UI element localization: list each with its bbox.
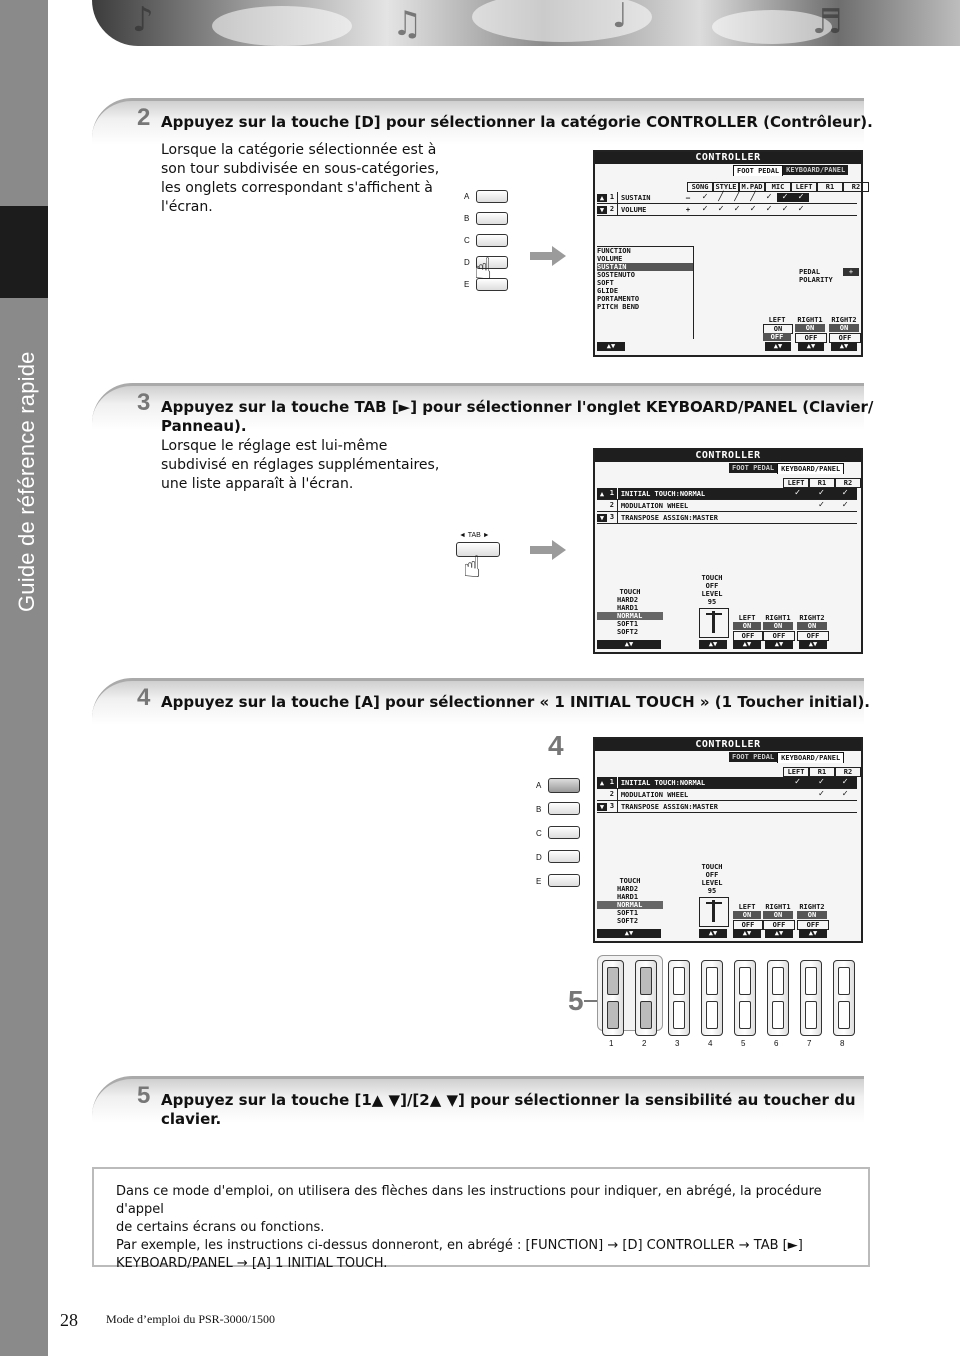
down-arrow-icon: ▼ xyxy=(597,514,607,522)
sidebar-title: Guide de référence rapide xyxy=(14,351,39,612)
tab-foot-pedal[interactable]: FOOT PEDAL xyxy=(729,752,777,762)
table-row[interactable]: ▼ 3 TRANSPOSE ASSIGN:MASTER xyxy=(597,512,857,524)
button-3[interactable] xyxy=(668,960,690,1036)
table-row[interactable]: ▲ 1 INITIAL TOUCH:NORMAL ✓ ✓ ✓ xyxy=(597,488,857,500)
button-b[interactable] xyxy=(476,212,508,225)
lcd-screen-controller-keyboard-panel: CONTROLLER FOOT PEDAL KEYBOARD/PANEL LEFT R1 R2 ▲ 1 INITIAL TOUCH:NORMAL ✓ ✓ ✓ 2 MODULATION WHEEL ✓ ✓ ▼ 3 TRANSPOSE ASSIGN:MASTER TOUCH HARD2 HARD1 NORMAL SOFT1 SOFT2 TOUCH OFF LEVEL 95 LEFT ON OFF RIGHT1 ON OFF RIGHT2 ON OFF ▲▼ ▲▼ ▲▼ ▲▼ ▲▼ xyxy=(593,448,863,654)
step-title: Appuyez sur la touche [A] pour sélectionner « 1 INITIAL TOUCH » (1 Toucher initial). xyxy=(161,693,870,711)
tab-foot-pedal[interactable]: FOOT PEDAL xyxy=(733,165,783,176)
step-number: 4 xyxy=(137,684,151,711)
up-arrow-icon: ▲ xyxy=(599,778,605,787)
tab-keyboard-panel[interactable]: KEYBOARD/PANEL xyxy=(777,752,844,763)
button-d[interactable] xyxy=(548,850,580,863)
tab-keyboard-panel[interactable]: KEYBOARD/PANEL xyxy=(777,463,844,474)
step-title-cont: Panneau). xyxy=(161,417,247,435)
side-buttons-panel: A B C D E xyxy=(534,776,584,890)
table-row[interactable]: ▲ 1 SUSTAIN – ✓ ╱ ╱ ╱ ✓ ✓ ✓ xyxy=(597,192,857,204)
arrow-icon xyxy=(530,540,566,560)
up-arrow-icon: ▲ xyxy=(599,489,605,498)
pressing-hand-icon: ☝ xyxy=(463,550,482,585)
touch-level: TOUCH OFF LEVEL 95 xyxy=(701,863,723,895)
step-number: 2 xyxy=(137,104,151,131)
touch-list[interactable]: TOUCH HARD2 HARD1 NORMAL SOFT1 SOFT2 xyxy=(597,877,663,925)
down-arrow-icon: ▼ xyxy=(597,803,607,811)
button-e[interactable] xyxy=(548,874,580,887)
step-title: Appuyez sur la touche [D] pour sélectionner la catégorie CONTROLLER (Contrôleur). xyxy=(161,113,873,131)
button-4[interactable] xyxy=(701,960,723,1036)
footer-title: Mode d’emploi du PSR-3000/1500 xyxy=(106,1312,276,1326)
polarity-toggle[interactable]: + xyxy=(843,268,859,276)
step-title: Appuyez sur la touche [1▲ ▼]/[2▲ ▼] pour sélectionner la sensibilité au toucher du xyxy=(161,1091,856,1109)
table-row[interactable]: ▼ 3 TRANSPOSE ASSIGN:MASTER xyxy=(597,801,857,813)
step-title-cont: clavier. xyxy=(161,1110,222,1128)
pedal-polarity: PEDAL POLARITY xyxy=(799,268,833,284)
step-number: 5 xyxy=(137,1082,151,1109)
touch-level: TOUCH OFF LEVEL 95 xyxy=(701,574,723,606)
header-banner xyxy=(92,0,960,46)
tab-button-panel: ◄ TAB ► ☝ xyxy=(455,532,507,592)
button-c[interactable] xyxy=(548,826,580,839)
table-row[interactable]: 2 MODULATION WHEEL ✓ ✓ xyxy=(597,789,857,801)
tab-keyboard-panel[interactable]: KEYBOARD/PANEL xyxy=(783,165,848,175)
level-slider[interactable] xyxy=(699,608,729,638)
table-row[interactable]: ▲ 1 INITIAL TOUCH:NORMAL ✓ ✓ ✓ xyxy=(597,777,857,789)
note-text: Dans ce mode d'emploi, on utilisera des flèches dans les instructions pour indiquer, en abrégé, la procédure d'appel de certains écrans ou fonctions. Par exemple, les instructions ci-dessus donneront, en abrégé : [FUNCTION] → [D] CONTROLLER → TAB [►] KEYBOARD/PANEL → [A] 1 INITIAL TOUCH. xyxy=(116,1184,822,1271)
music-note-icon: ♫ xyxy=(392,4,423,44)
arrow-icon xyxy=(530,246,566,266)
button-c[interactable] xyxy=(476,234,508,247)
table-row[interactable]: 2 MODULATION WHEEL ✓ ✓ xyxy=(597,500,857,512)
button-a[interactable] xyxy=(476,190,508,203)
button-a[interactable] xyxy=(548,778,580,793)
step-description: Lorsque la catégorie sélectionnée est à son tour subdivisée en sous-catégories, les onglets correspondant s'affichent à l'écran. xyxy=(161,142,440,215)
side-buttons-panel: A B C D E ☝ xyxy=(462,186,512,296)
screen-title: CONTROLLER xyxy=(595,152,861,164)
button-6[interactable] xyxy=(767,960,789,1036)
function-list[interactable]: FUNCTION VOLUME SUSTAIN SOSTENUTO SOFT GLIDE PORTAMENTO PITCH BEND xyxy=(597,246,694,339)
step-number: 3 xyxy=(137,389,151,416)
button-5[interactable] xyxy=(734,960,756,1036)
down-arrow-icon: ▼ xyxy=(597,206,607,214)
table-row[interactable]: ▼ 2 VOLUME + ✓ ✓ ✓ ✓ ✓ ✓ ✓ xyxy=(597,204,857,216)
tab-foot-pedal[interactable]: FOOT PEDAL xyxy=(729,463,777,473)
note-box xyxy=(92,1167,870,1271)
pressing-hand-icon: ☝ xyxy=(474,252,493,287)
music-note-icon: ♪ xyxy=(132,0,154,40)
button-8[interactable] xyxy=(833,960,855,1036)
button-1[interactable] xyxy=(602,960,624,1036)
music-note-icon: ♬ xyxy=(812,2,843,42)
touch-list[interactable]: TOUCH HARD2 HARD1 NORMAL SOFT1 SOFT2 xyxy=(597,588,663,636)
button-2[interactable] xyxy=(635,960,657,1036)
callout-5: 5 xyxy=(568,985,584,1016)
step-title: Appuyez sur la touche TAB [►] pour sélectionner l'onglet KEYBOARD/PANEL (Clavier/ xyxy=(161,398,874,416)
button-7[interactable] xyxy=(800,960,822,1036)
lcd-screen-controller-keyboard-panel-2: CONTROLLER FOOT PEDAL KEYBOARD/PANEL LEFT R1 R2 ▲ 1 INITIAL TOUCH:NORMAL ✓ ✓ ✓ 2 MODULATION WHEEL ✓ ✓ ▼ 3 TRANSPOSE ASSIGN:MASTER TOUCH HARD2 HARD1 NORMAL SOFT1 SOFT2 TOUCH OFF LEVEL 95 LEFT ON OFF RIGHT1 ON OFF RIGHT2 ON OFF ▲▼ ▲▼ ▲▼ ▲▼ ▲▼ xyxy=(593,737,863,943)
sidebar-marker xyxy=(0,206,48,298)
data-dial-buttons[interactable]: ▲▼ xyxy=(597,342,625,351)
level-slider[interactable] xyxy=(699,897,729,927)
callout-4: 4 xyxy=(548,730,564,761)
step-description: Lorsque le réglage est lui-même subdivisé en réglages supplémentaires, une liste apparaît à l'écran. xyxy=(161,438,440,492)
sidebar-spine xyxy=(0,0,48,1356)
music-note-icon: ♩ xyxy=(612,0,629,36)
button-b[interactable] xyxy=(548,802,580,815)
page-number: 28 xyxy=(60,1310,78,1330)
up-arrow-icon: ▲ xyxy=(597,194,607,202)
lcd-screen-controller-foot-pedal: CONTROLLER FOOT PEDAL KEYBOARD/PANEL SONG STYLE M.PAD MIC LEFT R1 R2 ▲ 1 SUSTAIN – ✓ ╱ ╱ ╱ ✓ ✓ ✓ ▼ 2 VOLUME + ✓ ✓ ✓ ✓ ✓ ✓ ✓ FUNCTION VOLUME SUSTAIN SOSTENUTO SOFT GLIDE PORTAMENTO PITCH BEND PEDAL POLARITY + LEFT ON OFF RIGHT1 ON OFF RIGHT2 ON OFF ▲▼ ▲▼ ▲▼ ▲▼ xyxy=(593,150,863,357)
